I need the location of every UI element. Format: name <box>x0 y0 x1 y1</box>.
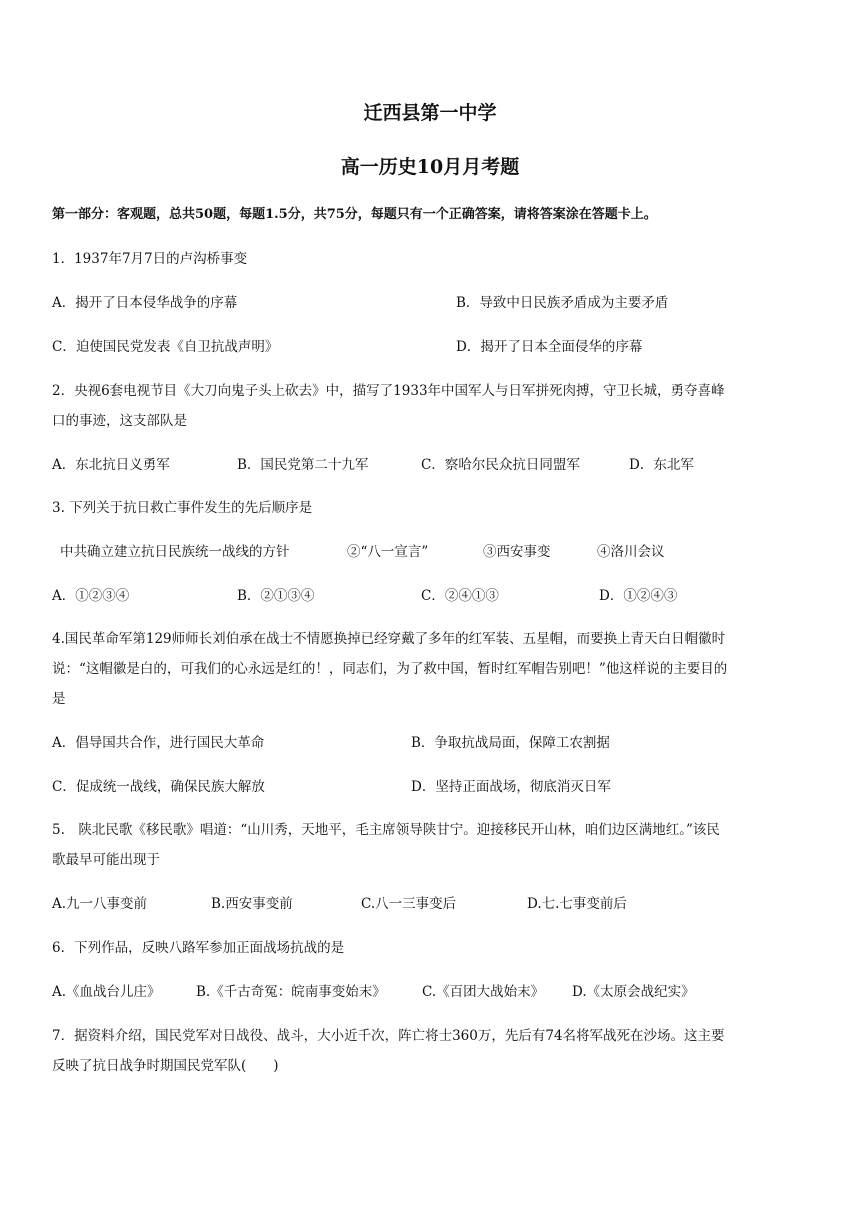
question-stem: 4.国民革命军第129师师长刘伯承在战士不情愿换掉已经穿戴了多年的红军装、五星帽，而要换上青天白日帽徽时 <box>52 631 726 647</box>
option-c: C.《百团大战始末》 <box>422 984 545 1000</box>
option-c: C．迫使国民党发表《自卫抗战声明》 <box>52 339 279 355</box>
option-a: A.《血战台儿庄》 <box>52 984 161 1000</box>
option-a: A.九一八事变前 <box>52 896 148 912</box>
question-stem: 3. 下列关于抗日救亡事件发生的先后顺序是 <box>52 500 313 516</box>
question-stem: 说：“这帽徽是白的，可我们的心永远是红的！，同志们，为了救中国，暂时红军帽告别吧！”他这样说的主要目的 <box>52 661 728 677</box>
question-stem: 2．央视6套电视节目《大刀向鬼子头上砍去》中，描写了1933年中国军人与日军拼死肉搏，守卫长城，勇夺喜峰 <box>52 383 725 399</box>
option-d: D．东北军 <box>629 457 694 473</box>
option-a: A．揭开了日本侵华战争的序幕 <box>52 295 238 311</box>
question-stem: 7．据资料介绍，国民党军对日战役、战斗，大小近千次，阵亡将士360万，先后有74名将军战死在沙场。这主要 <box>52 1028 725 1044</box>
option-b: B．争取抗战局面，保障工农割据 <box>411 735 610 751</box>
sub-item: ②“八一宣言” <box>347 544 429 560</box>
question-stem: 是 <box>52 691 66 707</box>
sub-item: ③西安事变 <box>483 544 551 560</box>
option-d: D.《太原会战纪实》 <box>572 984 695 1000</box>
option-d: D．坚持正面战场，彻底消灭日军 <box>411 779 611 795</box>
option-c: C．察哈尔民众抗日同盟军 <box>421 457 580 473</box>
option-b: B.西安事变前 <box>211 896 293 912</box>
option-b: B．导致中日民族矛盾成为主要矛盾 <box>456 295 669 311</box>
option-b: B.《千古奇冤：皖南事变始末》 <box>196 984 386 1000</box>
question-stem: 反映了抗日战争时期国民党军队( ) <box>52 1058 279 1074</box>
exam-title: 高一历史10月月考题 <box>340 156 520 178</box>
question-stem: 5. 陕北民歌《移民歌》唱道：“山川秀，天地平，毛主席领导陕甘宁。迎接移民开山林，咱们边区满地红。”该民 <box>52 822 720 838</box>
option-a: A．倡导国共合作，进行国民大革命 <box>52 735 265 751</box>
question-stem: 6．下列作品，反映八路军参加正面战场抗战的是 <box>52 940 345 956</box>
option-a: A．东北抗日义勇军 <box>52 457 170 473</box>
option-d: D．揭开了日本全面侵华的序幕 <box>456 339 643 355</box>
option-c: C．②④①③ <box>421 588 499 604</box>
option-a: A．①②③④ <box>52 588 130 604</box>
sub-item: ④洛川会议 <box>597 544 665 560</box>
question-stem: 口的事迹，这支部队是 <box>52 413 187 429</box>
option-b: B．国民党第二十九军 <box>237 457 369 473</box>
sub-item: 中共确立建立抗日民族统一战线的方针 <box>60 544 290 560</box>
question-stem: 歌最早可能出现于 <box>52 852 160 868</box>
school-name: 迁西县第一中学 <box>363 102 497 124</box>
option-c: C.八一三事变后 <box>361 896 457 912</box>
option-c: C．促成统一战线，确保民族大解放 <box>52 779 265 795</box>
option-d: D．①②④③ <box>599 588 678 604</box>
question-stem: 1．1937年7月7日的卢沟桥事变 <box>52 251 248 267</box>
section-instructions: 第一部分：客观题，总共50题，每题1.5分，共75分，每题只有一个正确答案，请将答案涂在答题卡上。 <box>52 207 657 222</box>
option-d: D.七.七事变前后 <box>527 896 627 912</box>
option-b: B．②①③④ <box>237 588 315 604</box>
